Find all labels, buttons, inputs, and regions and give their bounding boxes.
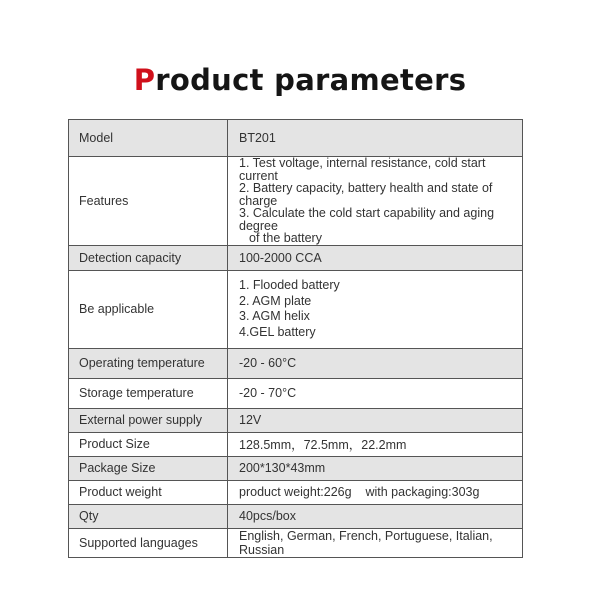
row-label-be-applicable: Be applicable [69,270,228,348]
table-row [69,408,523,432]
row-value-operating-temperature: -20 - 60°C [228,348,523,378]
row-value-product-weight: product weight:226g with packaging:303g [228,480,523,504]
page-title-rest: roduct parameters [155,63,467,97]
feature-line: 3. Calculate the cold start capability and aging degree [239,206,495,233]
page-title [0,57,600,103]
table-row [69,480,523,504]
row-label-product-weight: Product weight [69,480,228,504]
row-label-external-power-supply: External power supply [69,408,228,432]
row-value-detection-capacity: 100-2000 CCA [228,245,523,270]
table-row [69,504,523,528]
row-label-features: Features [69,157,228,246]
table-row [69,245,523,270]
row-value-package-size: 200*130*43mm [228,456,523,480]
row-label-operating-temperature: Operating temperature [69,348,228,378]
row-value-external-power-supply: 12V [228,408,523,432]
parameters-table [68,119,523,558]
row-value-qty: 40pcs/box [228,504,523,528]
row-label-product-size: Product Size [69,432,228,456]
row-label-model: Model [69,120,228,157]
table-row [69,120,523,157]
row-value-supported-languages: English, German, French, Portuguese, Italian, Russian [228,528,523,557]
applicable-line: 4.GEL battery [239,324,316,339]
row-label-detection-capacity: Detection capacity [69,245,228,270]
table-row [69,432,523,456]
row-label-package-size: Package Size [69,456,228,480]
row-value-features [228,157,523,246]
row-value-be-applicable [228,270,523,348]
applicable-line: 3. AGM helix [239,309,310,323]
applicable-line: 1. Flooded battery [239,278,340,292]
table-row [69,456,523,480]
table-row [69,157,523,246]
feature-line: 1. Test voltage, internal resistance, cold start current [239,156,486,183]
table-row [69,348,523,378]
feature-line: of the battery [249,231,322,245]
row-value-storage-temperature: -20 - 70°C [228,378,523,408]
row-value-model: BT201 [228,120,523,157]
table-row [69,528,523,557]
row-label-storage-temperature: Storage temperature [69,378,228,408]
table-row [69,378,523,408]
row-value-product-size: 128.5mm，72.5mm，22.2mm [228,432,523,456]
page-title-initial: P [133,63,156,97]
row-label-supported-languages: Supported languages [69,528,228,557]
applicable-line: 2. AGM plate [239,293,312,308]
table-row [69,270,523,348]
feature-line: 2. Battery capacity, battery health and state of charge [239,181,493,208]
row-label-qty: Qty [69,504,228,528]
